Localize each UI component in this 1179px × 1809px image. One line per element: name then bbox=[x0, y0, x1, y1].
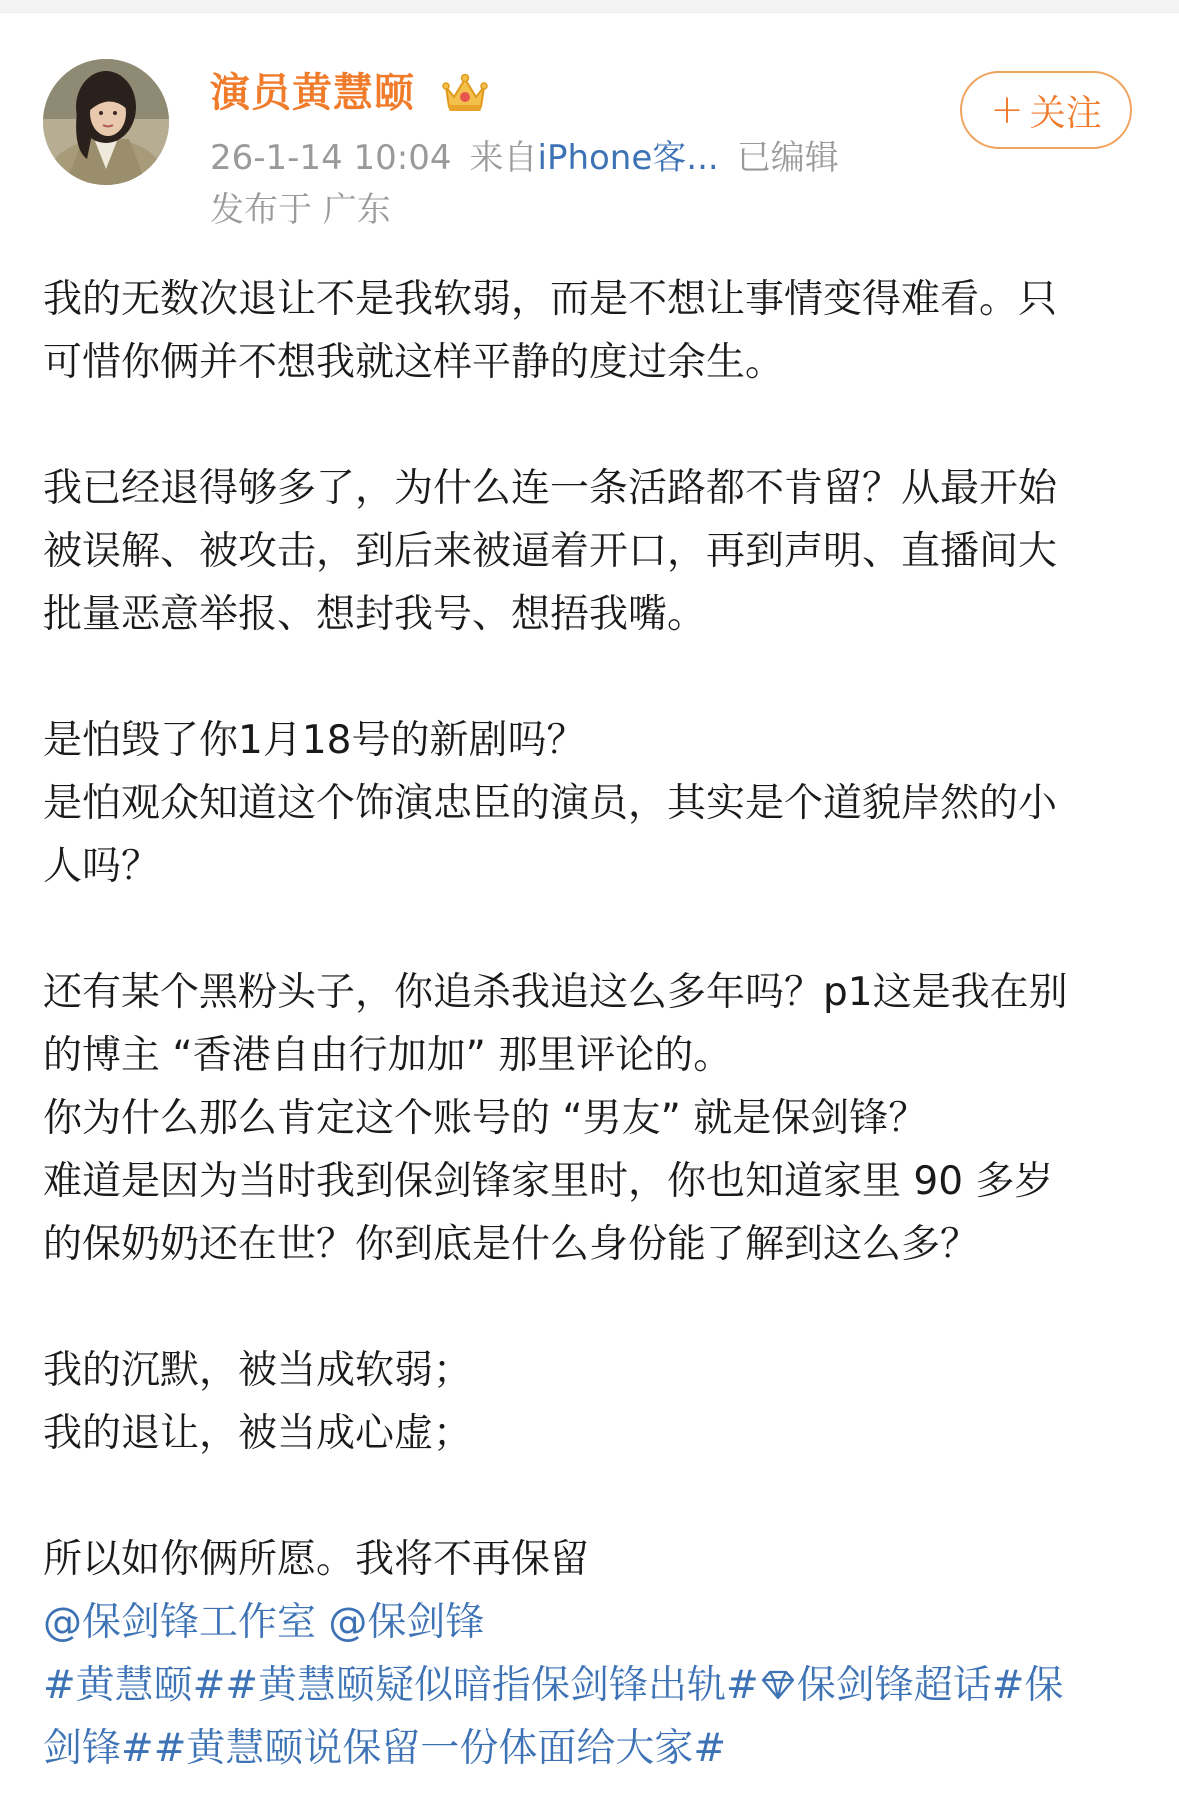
text-line: 人吗？ bbox=[43, 844, 161, 889]
text-line: 是怕毁了你1月18号的新剧吗？ bbox=[43, 718, 586, 763]
post-header bbox=[0, 55, 1179, 245]
paragraph bbox=[43, 268, 1143, 394]
post-content bbox=[43, 268, 1143, 1780]
text-line: 是怕观众知道这个饰演忠臣的演员，其实是个道貌岸然的小 bbox=[43, 781, 1058, 826]
author-name[interactable]: 演员黄慧颐 bbox=[210, 70, 415, 116]
supertopic-link[interactable] bbox=[759, 1663, 992, 1708]
text-line: 难道是因为当时我到保剑锋家里时，你也知道家里 90 多岁 bbox=[43, 1159, 1054, 1204]
text-line: 被误解、被攻击，到后来被逼着开口，再到声明、直播间大 bbox=[43, 529, 1058, 574]
text-line: 所以如你俩所愿。我将不再保留 bbox=[43, 1537, 590, 1582]
top-divider bbox=[0, 0, 1179, 13]
text-line: 的博主 “香港自由行加加” 那里评论的。 bbox=[43, 1033, 733, 1078]
text-line: 我的无数次退让不是我软弱，而是不想让事情变得难看。只 bbox=[43, 277, 1058, 322]
paragraph bbox=[43, 1339, 1143, 1465]
avatar-photo bbox=[43, 59, 169, 185]
supertopic-label: 保剑锋超话 bbox=[796, 1663, 992, 1708]
tags-line bbox=[43, 1654, 1143, 1717]
text-line: 的保奶奶还在世？你到底是什么身份能了解到这么多？ bbox=[43, 1222, 980, 1267]
edited-label[interactable]: 已编辑 bbox=[736, 138, 839, 178]
plus-icon: + bbox=[990, 87, 1024, 133]
paragraph bbox=[43, 961, 1143, 1276]
source-prefix: 来自 bbox=[469, 138, 538, 178]
text-line: 我已经退得够多了，为什么连一条活路都不肯留？从最开始 bbox=[43, 466, 1058, 511]
post-date: 26-1-14 10:04 bbox=[210, 138, 452, 178]
paragraph bbox=[43, 457, 1143, 646]
post-location: 发布于 广东 bbox=[210, 190, 391, 230]
text-line: 你为什么那么肯定这个账号的 “男友” 就是保剑锋？ bbox=[43, 1096, 928, 1141]
hashtag-link[interactable]: 剑锋# bbox=[43, 1726, 154, 1771]
follow-button[interactable] bbox=[960, 71, 1132, 149]
tags-line bbox=[43, 1717, 1143, 1780]
text-line: 批量恶意举报、想封我号、想捂我嘴。 bbox=[43, 592, 707, 637]
follow-label: 关注 bbox=[1029, 92, 1102, 134]
hashtag-link[interactable]: #保 bbox=[991, 1663, 1064, 1708]
post-meta bbox=[210, 137, 839, 179]
source-app-link[interactable]: iPhone客... bbox=[537, 138, 719, 178]
paragraph bbox=[43, 1528, 1143, 1780]
crown-icon bbox=[442, 71, 488, 115]
paragraph bbox=[43, 709, 1143, 898]
hashtag-link[interactable]: #黄慧颐# bbox=[43, 1663, 226, 1708]
diamond-icon bbox=[759, 1669, 797, 1701]
text-line: 我的沉默，被当成软弱； bbox=[43, 1348, 473, 1393]
mention-link[interactable]: @保剑锋工作室 bbox=[43, 1600, 317, 1645]
hashtag-link[interactable]: #黄慧颐说保留一份体面给大家# bbox=[153, 1726, 727, 1771]
avatar[interactable] bbox=[43, 59, 169, 185]
mentions-line bbox=[43, 1591, 1143, 1654]
hashtag-link[interactable]: #黄慧颐疑似暗指保剑锋出轨# bbox=[225, 1663, 759, 1708]
mention-link[interactable]: @保剑锋 bbox=[328, 1600, 485, 1645]
text-line: 可惜你俩并不想我就这样平静的度过余生。 bbox=[43, 340, 785, 385]
text-line: 我的退让，被当成心虚； bbox=[43, 1411, 473, 1456]
text-line: 还有某个黑粉头子，你追杀我追这么多年吗？p1这是我在别 bbox=[43, 970, 1068, 1015]
